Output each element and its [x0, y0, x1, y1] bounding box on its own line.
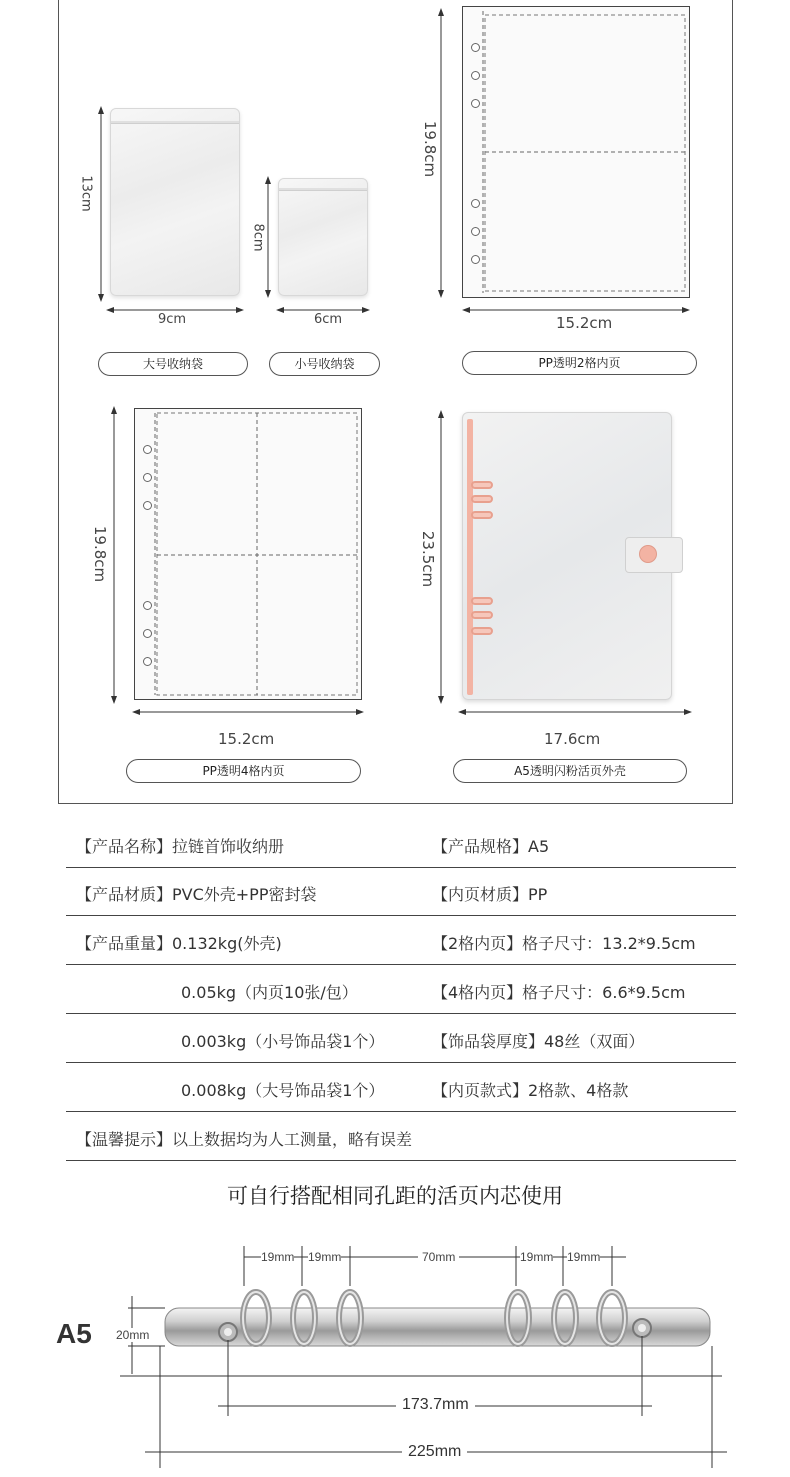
small-bag-width: 6cm — [314, 312, 343, 327]
large-bag-name: 大号收纳袋 — [98, 352, 248, 376]
spec-left: 0.008kg（大号饰品袋1个） — [181, 1081, 385, 1100]
pp2-height: 19.8cm — [421, 120, 440, 178]
spec-row — [66, 820, 736, 868]
spec-right: 【4格内页】格子尺寸：6.6*9.5cm — [432, 983, 686, 1002]
pp4-height: 19.8cm — [91, 525, 110, 583]
spec-right: 【饰品袋厚度】48丝（双面） — [432, 1032, 645, 1051]
small-bag-height: 8cm — [250, 223, 266, 252]
spacing-label: 19mm — [520, 1250, 554, 1264]
spec-left: 0.05kg（内页10张/包） — [181, 983, 358, 1002]
spec-right: 【产品规格】A5 — [432, 837, 550, 856]
spec-right: 【2格内页】格子尺寸：13.2*9.5cm — [432, 934, 696, 953]
spacing-label: 19mm — [567, 1250, 601, 1264]
large-bag-height: 13cm — [78, 175, 94, 212]
spec-row — [66, 966, 736, 1014]
spec-left: 【产品名称】拉链首饰收纳册 — [76, 837, 285, 856]
spacing-label: 19mm — [308, 1250, 342, 1264]
section-headline: 可自行搭配相同孔距的活页内芯使用 — [227, 1184, 563, 1208]
spec-right: 【内页材质】PP — [432, 885, 548, 904]
pp2-sheet — [462, 6, 690, 298]
spacing-label: 19mm — [261, 1250, 295, 1264]
spec-row — [66, 868, 736, 916]
small-bag-name: 小号收纳袋 — [269, 352, 380, 376]
pp4-sheet — [134, 408, 362, 700]
spec-note: 【温馨提示】以上数据均为人工测量，略有误差 — [76, 1130, 413, 1149]
total-length-label: 225mm — [402, 1443, 467, 1461]
spec-row — [66, 917, 736, 965]
large-bag-width: 9cm — [158, 312, 187, 327]
a5-cover-image — [462, 412, 672, 700]
spec-left: 0.003kg（小号饰品袋1个） — [181, 1032, 385, 1051]
spec-left: 【产品重量】0.132kg(外壳) — [76, 934, 282, 953]
small-bag-image — [278, 178, 368, 296]
pp4-name: PP透明4格内页 — [126, 759, 361, 783]
pp2-width: 15.2cm — [556, 314, 613, 332]
hole-span-label: 173.7mm — [396, 1396, 475, 1414]
large-bag-image — [110, 108, 240, 296]
spec-right: 【内页款式】2格款、4格款 — [432, 1081, 629, 1100]
spec-row — [66, 1113, 736, 1161]
pp4-width: 15.2cm — [218, 730, 275, 748]
cover-width: 17.6cm — [544, 730, 601, 748]
spec-row — [66, 1015, 736, 1063]
cover-name: A5透明闪粉活页外壳 — [453, 759, 687, 783]
binder-size-label: A5 — [56, 1318, 92, 1349]
spacing-label: 70mm — [418, 1250, 459, 1264]
pp2-name: PP透明2格内页 — [462, 351, 697, 375]
binder-diagram — [0, 1236, 790, 1477]
cover-height: 23.5cm — [419, 530, 438, 588]
binder-height-label: 20mm — [116, 1328, 150, 1342]
spec-left: 【产品材质】PVC外壳+PP密封袋 — [76, 885, 317, 904]
spec-row — [66, 1064, 736, 1112]
